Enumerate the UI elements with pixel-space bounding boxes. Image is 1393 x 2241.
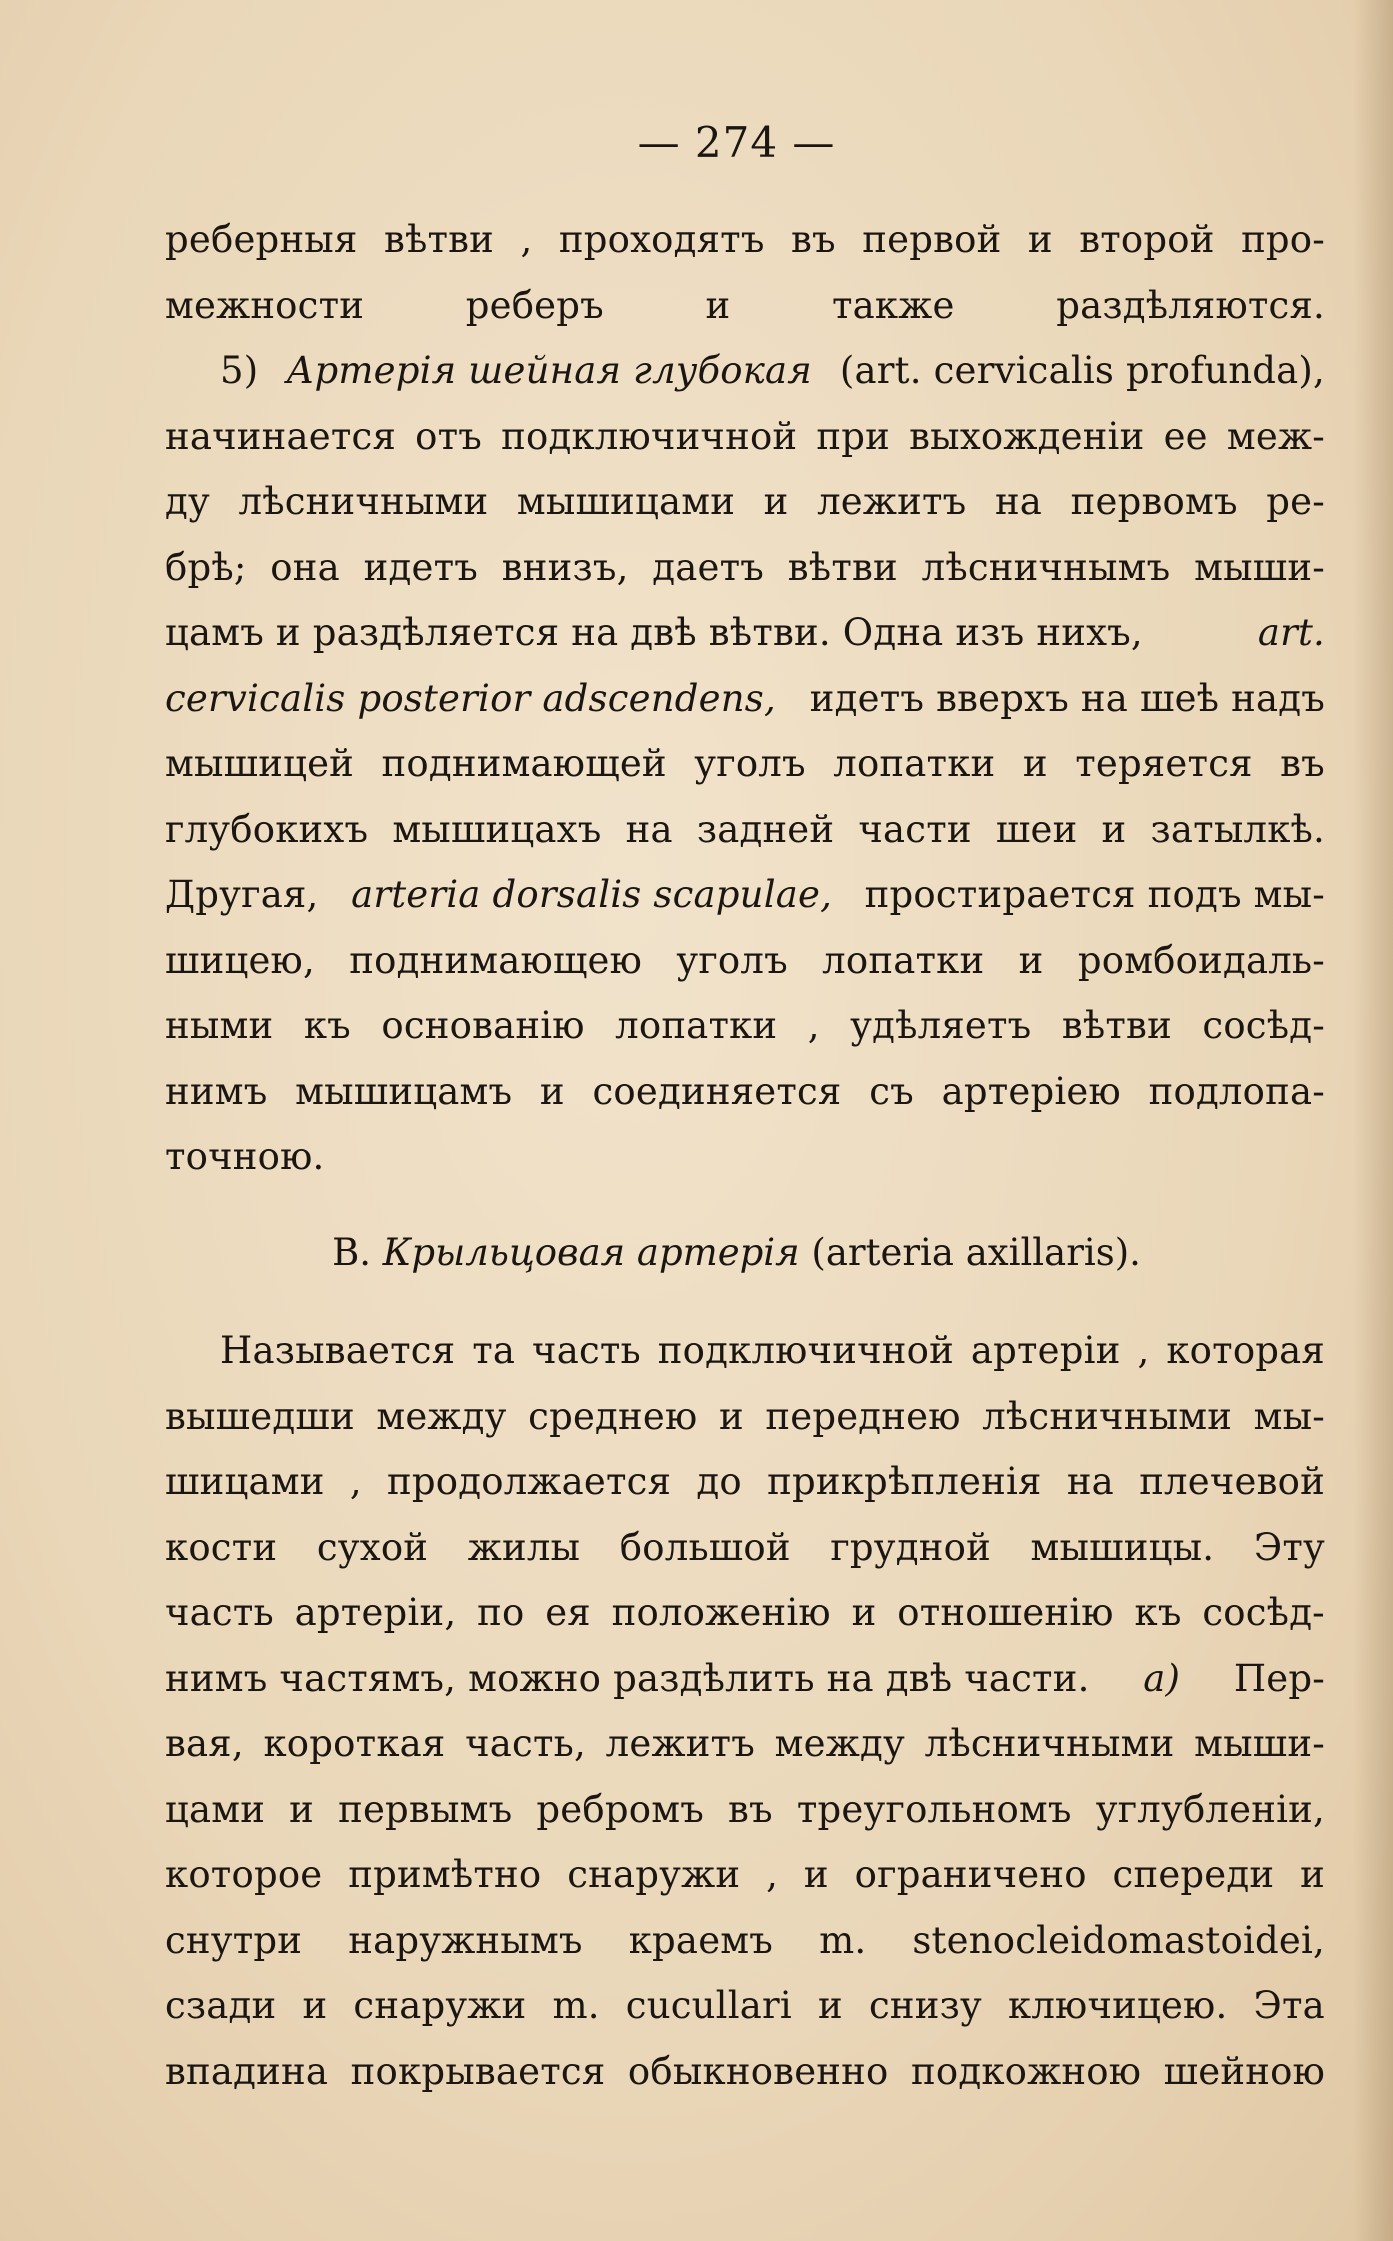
text-line <box>165 928 1325 994</box>
text-line <box>165 1124 1325 1190</box>
word: ре- <box>1266 480 1325 523</box>
text-line <box>165 1777 1325 1843</box>
word: stenocleidomastoidei, <box>912 1918 1325 1962</box>
latin-term: cervicalis posterior adscendens, <box>165 676 776 720</box>
word: лѣсничными <box>924 1722 1175 1765</box>
word: короткая <box>263 1722 446 1765</box>
word: и <box>818 1984 843 2027</box>
word: снизу <box>868 1984 982 2027</box>
text-line <box>165 993 1325 1059</box>
word: шейною <box>1163 2049 1325 2093</box>
word: нимъ <box>165 1069 268 1113</box>
word: и <box>289 1787 315 1831</box>
word: шеи <box>995 807 1078 851</box>
word: переднею <box>765 1394 961 1438</box>
word: сзади <box>165 1984 277 2027</box>
word: и <box>851 1591 877 1634</box>
word: брѣ; <box>165 545 247 589</box>
word: подкожною <box>911 2049 1142 2093</box>
word: cucullari <box>625 1984 792 2027</box>
word: цами <box>165 1787 266 1831</box>
word: артеріею <box>941 1069 1121 1113</box>
word: раздѣляются. <box>1056 283 1325 327</box>
text-line <box>165 797 1325 863</box>
text-line <box>165 1318 1325 1384</box>
word: прикрѣпленія <box>767 1460 1042 1503</box>
word: та <box>472 1329 516 1372</box>
word: въ <box>1280 742 1325 785</box>
word: , <box>349 1460 362 1503</box>
list-marker: а) <box>1143 1656 1181 1700</box>
word: и <box>1101 807 1127 851</box>
word: ее <box>1163 414 1208 458</box>
text-line <box>165 731 1325 797</box>
word: ея <box>545 1591 591 1634</box>
artery-name: Артерія шейная глубокая <box>286 349 812 392</box>
word: ными <box>165 1004 274 1047</box>
word: лежитъ <box>605 1722 755 1765</box>
word: и <box>1018 938 1044 982</box>
text-line <box>165 404 1325 470</box>
word: треугольномъ <box>796 1787 1072 1831</box>
word: она <box>270 545 340 589</box>
word: и <box>1027 218 1053 261</box>
word: мышицей <box>165 742 355 785</box>
word: сосѣд- <box>1202 1591 1325 1634</box>
word: часть <box>532 1329 641 1372</box>
word: Называется <box>220 1329 456 1372</box>
word: обыкновенно <box>627 2049 889 2093</box>
text-line <box>165 1449 1325 1515</box>
word: второй <box>1079 218 1215 261</box>
text-line <box>165 862 1325 928</box>
word: ду <box>165 480 210 523</box>
word: m. <box>552 1984 600 2027</box>
word: первой <box>862 218 1002 261</box>
word: продолжается <box>387 1460 672 1503</box>
text-span: Пер- <box>1233 1656 1325 1700</box>
word: и <box>803 1853 829 1896</box>
word: покрывается <box>350 2049 606 2093</box>
text-span: простирается подъ мы- <box>864 873 1325 916</box>
word: лѣсничнымъ <box>921 545 1171 589</box>
word: мышицахъ <box>392 807 602 851</box>
word: мышицы. <box>1030 1525 1215 1569</box>
word: краемъ <box>628 1918 774 1962</box>
word: удѣляетъ <box>850 1004 1032 1047</box>
word: между <box>376 1394 507 1438</box>
word: лежитъ <box>817 480 967 523</box>
word: теряется <box>1075 742 1253 785</box>
word: которая <box>1166 1329 1325 1372</box>
word: ребромъ <box>536 1787 704 1831</box>
word: основанію <box>381 1004 585 1047</box>
text-line <box>165 1973 1325 2039</box>
word: реберъ <box>465 283 604 327</box>
word: вѣтви <box>383 218 495 261</box>
word: углубленіи, <box>1095 1787 1325 1831</box>
word: въ <box>728 1787 773 1831</box>
word: мышицами <box>516 480 736 523</box>
word: поднимающею <box>349 938 643 982</box>
text-span: идетъ вверхъ на шеѣ надъ <box>809 676 1325 720</box>
word: часть <box>165 1591 274 1634</box>
word: положенію <box>611 1591 831 1634</box>
word: и <box>1300 1853 1325 1896</box>
word: спереди <box>1112 1853 1275 1896</box>
word: грудной <box>830 1525 991 1569</box>
word: снаружи <box>353 1984 527 2027</box>
word: даетъ <box>652 545 765 589</box>
word: , <box>520 218 533 261</box>
word: артеріи, <box>294 1591 457 1634</box>
word: вая, <box>165 1722 244 1765</box>
word: выхожденіи <box>909 414 1145 458</box>
word: вѣтви <box>1061 1004 1172 1047</box>
word: и <box>718 1394 744 1438</box>
word: отношенію <box>897 1591 1114 1634</box>
word: уголъ <box>694 742 806 785</box>
word: глубокихъ <box>165 807 369 851</box>
word: на <box>625 807 673 851</box>
word: подлопа- <box>1148 1069 1325 1113</box>
word: про- <box>1241 218 1325 261</box>
word: и <box>705 283 731 327</box>
word: часть, <box>465 1722 586 1765</box>
word: шицами <box>165 1460 325 1503</box>
word: и <box>763 480 789 523</box>
word: на <box>994 480 1043 523</box>
item-number: 5) <box>220 349 259 392</box>
word: плечевой <box>1139 1460 1325 1503</box>
word: первомъ <box>1070 480 1238 523</box>
word: на <box>1066 1460 1114 1503</box>
word: наружнымъ <box>348 1918 583 1962</box>
page-number: — 274 — <box>637 118 836 167</box>
word: при <box>816 414 891 458</box>
text-line <box>165 1515 1325 1581</box>
word: съ <box>869 1069 914 1113</box>
word: вышедши <box>165 1394 355 1438</box>
word: впадина <box>165 2049 329 2093</box>
text-line <box>165 1908 1325 1974</box>
latin-name: (art. cervicalis profunda), <box>839 349 1325 392</box>
word: подключичной <box>657 1329 954 1372</box>
word: , <box>1137 1329 1150 1372</box>
word: большой <box>619 1525 791 1569</box>
word: артеріи <box>970 1329 1121 1372</box>
word: подключичной <box>501 414 798 458</box>
word: сосѣд- <box>1202 1004 1325 1047</box>
text-line <box>165 273 1325 339</box>
word: затылкѣ. <box>1150 807 1325 851</box>
word: жилы <box>467 1525 581 1569</box>
word: въ <box>791 218 836 261</box>
text-line <box>165 1842 1325 1908</box>
word: снаружи <box>567 1853 741 1896</box>
word: лопатки <box>822 938 985 982</box>
heading-title: Крыльцовая артерія <box>382 1231 800 1274</box>
word: меж- <box>1226 414 1325 458</box>
text-line <box>165 1711 1325 1777</box>
word: лѣсничными <box>238 480 489 523</box>
word: первымъ <box>338 1787 513 1831</box>
word: , <box>807 1004 820 1047</box>
word: мыши- <box>1194 545 1325 589</box>
word: начинается <box>165 414 396 458</box>
text-line <box>165 2039 1325 2105</box>
word: лопатки <box>615 1004 778 1047</box>
paragraph-2 <box>165 338 1325 1190</box>
word: мышицамъ <box>295 1069 513 1113</box>
word: мыши- <box>1194 1722 1325 1765</box>
word: реберныя <box>165 218 358 261</box>
word: между <box>774 1722 905 1765</box>
section-heading <box>40 1220 1393 1285</box>
word: мы- <box>1253 1394 1325 1438</box>
word: кости <box>165 1525 278 1569</box>
word: задней <box>696 807 835 851</box>
word: отъ <box>415 414 483 458</box>
word: Эта <box>1253 1984 1325 2027</box>
word: и <box>1022 742 1048 785</box>
text-span: цамъ и раздѣляется на двѣ вѣтви. Одна изъ нихъ, <box>165 611 1143 654</box>
word: , <box>766 1853 779 1896</box>
heading-latin: (arteria axillaris). <box>811 1231 1141 1274</box>
word: Эту <box>1253 1525 1325 1569</box>
word: поднимающей <box>381 742 667 785</box>
word: вѣтви <box>787 545 898 589</box>
text-line <box>165 338 1325 404</box>
word: по <box>477 1591 525 1634</box>
word: сухой <box>316 1525 429 1569</box>
word: лѣсничными <box>982 1394 1233 1438</box>
word: снутри <box>165 1918 303 1962</box>
word: внизъ, <box>501 545 629 589</box>
word: къ <box>303 1004 351 1047</box>
word: также <box>832 283 955 327</box>
text-line <box>165 1384 1325 1450</box>
word: примѣтно <box>348 1853 542 1896</box>
word: части <box>858 807 972 851</box>
text-line <box>165 1580 1325 1646</box>
word: соединяется <box>592 1069 842 1113</box>
word: уголъ <box>676 938 788 982</box>
word: ромбоидаль- <box>1077 938 1325 982</box>
word: m. <box>819 1918 867 1962</box>
word: и <box>539 1069 565 1113</box>
paragraph-1 <box>165 207 1325 338</box>
word: къ <box>1134 1591 1182 1634</box>
text-line <box>165 469 1325 535</box>
text-line <box>165 600 1325 666</box>
text-line <box>165 1059 1325 1125</box>
text-span: точною. <box>165 1135 325 1178</box>
text-span: нимъ частямъ, можно раздѣлить на двѣ части. <box>165 1656 1090 1700</box>
word: среднею <box>528 1394 698 1438</box>
word: шицею, <box>165 938 315 982</box>
text-line <box>165 666 1325 732</box>
word: и <box>302 1984 328 2027</box>
latin-term: art. <box>1257 611 1325 654</box>
text-line <box>165 207 1325 273</box>
word: лопатки <box>833 742 996 785</box>
paragraph-3 <box>165 1318 1325 2104</box>
latin-term: arteria dorsalis scapulae, <box>351 873 833 916</box>
text-line <box>165 1646 1325 1712</box>
word: которое <box>165 1853 323 1896</box>
word: проходятъ <box>558 218 765 261</box>
page-edge-shadow <box>1353 0 1393 2241</box>
heading-prefix: В. <box>332 1231 372 1274</box>
text-line <box>165 535 1325 601</box>
word: до <box>696 1460 742 1503</box>
word: межности <box>165 283 365 327</box>
word: идетъ <box>363 545 478 589</box>
text-span: Другая, <box>165 873 319 916</box>
word: ключицею. <box>1008 1984 1228 2027</box>
word: ограничено <box>854 1853 1087 1896</box>
